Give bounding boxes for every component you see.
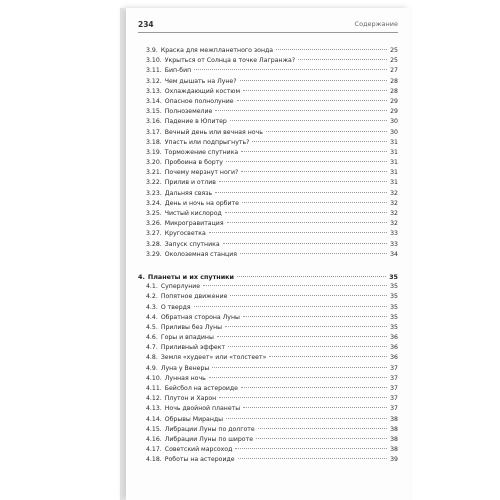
toc-page: 35 bbox=[390, 303, 398, 311]
toc-title: Дальняя связь bbox=[164, 189, 213, 197]
toc-title: Обрывы Миранды bbox=[164, 415, 224, 423]
toc-page: 28 bbox=[390, 87, 398, 95]
toc-number: 4.17. bbox=[146, 446, 162, 454]
toc-page: 30 bbox=[390, 118, 398, 126]
toc-entry bbox=[138, 178, 398, 188]
toc-entry bbox=[138, 303, 398, 313]
toc-title: Торможение спутника bbox=[164, 148, 239, 156]
toc-number: 3.27. bbox=[146, 230, 162, 238]
toc-page: 32 bbox=[390, 220, 398, 228]
toc-title: Приливный эффект bbox=[160, 344, 226, 352]
toc-page: 33 bbox=[390, 240, 398, 248]
toc-title: Упасть или подпрыгнуть? bbox=[164, 138, 250, 146]
toc-title: Планеты и их спутники bbox=[147, 272, 234, 281]
toc-number: 3.29. bbox=[146, 250, 162, 258]
toc-leader bbox=[243, 90, 387, 91]
toc-leader bbox=[241, 171, 387, 172]
toc-title: Горы и впадины bbox=[160, 334, 214, 342]
running-head: Содержание bbox=[354, 20, 398, 28]
toc-entry bbox=[138, 107, 398, 117]
toc-entry bbox=[138, 313, 398, 323]
toc-page: 37 bbox=[390, 385, 398, 392]
toc-title: Запуск спутника bbox=[164, 240, 220, 248]
toc-entry bbox=[138, 77, 398, 87]
toc-page: 38 bbox=[390, 435, 398, 443]
toc-entry bbox=[138, 292, 398, 302]
toc-title: Лунная ночь bbox=[164, 374, 206, 382]
toc-leader bbox=[209, 232, 387, 233]
toc-chapter-heading bbox=[138, 272, 398, 282]
toc-entry bbox=[138, 97, 398, 107]
toc-title: Суперлуние bbox=[160, 283, 201, 291]
toc-number: 4.10. bbox=[146, 374, 162, 382]
toc-title: Ночь двойной планеты bbox=[164, 405, 241, 413]
toc-title: Приливы без Луны bbox=[160, 323, 223, 331]
toc-number: 3.28. bbox=[146, 240, 162, 248]
toc-entry bbox=[138, 374, 398, 384]
toc-leader bbox=[230, 295, 387, 296]
toc-page: 35 bbox=[390, 323, 398, 331]
toc-entry bbox=[138, 46, 398, 56]
toc-entry bbox=[138, 117, 398, 127]
toc-page: 35 bbox=[390, 283, 398, 291]
toc-title: Попятное движение bbox=[160, 293, 228, 301]
toc-page: 27 bbox=[390, 67, 398, 75]
toc-page: 31 bbox=[390, 159, 398, 167]
toc-number: 3.10. bbox=[146, 57, 162, 65]
toc-page: 29 bbox=[390, 108, 398, 116]
toc-leader bbox=[243, 407, 387, 408]
toc-leader bbox=[217, 336, 387, 337]
toc-number: 4.13. bbox=[146, 405, 162, 413]
toc-number: 4.4. bbox=[146, 313, 158, 321]
toc-leader bbox=[203, 285, 387, 286]
toc-number: 4.11. bbox=[146, 385, 162, 392]
toc-leader bbox=[228, 346, 387, 347]
toc-page: 38 bbox=[390, 425, 398, 433]
toc-leader bbox=[219, 181, 387, 182]
toc-entry bbox=[138, 199, 398, 209]
toc-page: 28 bbox=[390, 77, 398, 85]
toc-page: 35 bbox=[390, 293, 398, 301]
toc-entry bbox=[138, 364, 398, 374]
toc-number: 4.7. bbox=[146, 344, 158, 352]
toc-title: О твердя bbox=[160, 303, 191, 311]
toc-entry bbox=[138, 282, 398, 292]
toc-number: 3.25. bbox=[146, 210, 162, 217]
toc-leader bbox=[227, 222, 388, 223]
toc-entry bbox=[138, 435, 398, 445]
toc-page: 25 bbox=[390, 47, 398, 54]
toc-leader bbox=[235, 448, 387, 449]
toc-page: 36 bbox=[390, 354, 398, 362]
toc-entry bbox=[138, 229, 398, 239]
toc-title: Плутон и Харон bbox=[164, 395, 217, 403]
toc-page: 31 bbox=[390, 179, 398, 187]
toc-leader bbox=[219, 397, 387, 398]
toc-entry bbox=[138, 189, 398, 199]
toc-title: Почему мерзнут ноги? bbox=[164, 169, 239, 177]
toc-leader bbox=[230, 120, 387, 121]
toc-page: 37 bbox=[390, 405, 398, 413]
toc-entry bbox=[138, 323, 398, 333]
toc-page: 37 bbox=[390, 395, 398, 403]
toc-page: 37 bbox=[390, 374, 398, 382]
toc-number: 4.16. bbox=[146, 435, 162, 443]
toc-number: 3.9. bbox=[146, 47, 158, 54]
toc-leader bbox=[240, 253, 387, 254]
toc-entry bbox=[138, 333, 398, 343]
toc-page: 31 bbox=[390, 148, 398, 156]
toc-entry bbox=[138, 168, 398, 178]
toc-entry bbox=[138, 425, 398, 435]
toc-leader bbox=[226, 161, 387, 162]
toc-leader bbox=[241, 387, 387, 388]
toc-page: 39 bbox=[390, 456, 398, 464]
toc-leader bbox=[212, 367, 387, 368]
toc-page: 31 bbox=[390, 169, 398, 177]
toc-title: Укрыться от Солнца в точке Лагранжа? bbox=[164, 57, 296, 65]
toc-entry bbox=[138, 404, 398, 414]
toc-title: Роботы на астероиде bbox=[164, 456, 235, 464]
toc-leader bbox=[298, 59, 387, 60]
toc-number: 3.13. bbox=[146, 87, 162, 95]
toc-number: 3.17. bbox=[146, 128, 162, 136]
toc-title: Обратная сторона Луны bbox=[160, 313, 240, 321]
toc-entry bbox=[138, 240, 398, 250]
page-number: 234 bbox=[138, 20, 154, 29]
toc-entry bbox=[138, 219, 398, 229]
toc-page: 36 bbox=[390, 344, 398, 352]
toc-title: Луна у Венеры bbox=[160, 364, 210, 372]
toc-title: Охлаждающий костюм bbox=[164, 87, 241, 95]
toc-title: Бип-бип bbox=[164, 67, 192, 75]
toc-page: 31 bbox=[390, 138, 398, 146]
toc-entry bbox=[138, 87, 398, 97]
toc-entry bbox=[138, 455, 398, 465]
toc-number: 3.11. bbox=[146, 67, 162, 75]
toc-title: Полноземелие bbox=[164, 108, 213, 116]
toc-leader bbox=[269, 356, 387, 357]
toc-title: Пробоина в борту bbox=[164, 159, 223, 167]
toc-leader bbox=[226, 418, 387, 419]
toc-leader bbox=[215, 192, 387, 193]
toc-number: 3.15. bbox=[146, 108, 162, 116]
toc-entry bbox=[138, 158, 398, 168]
toc-title: Чем дышать на Луне? bbox=[164, 77, 237, 85]
toc-leader bbox=[242, 202, 387, 203]
toc-title: Прилив и отлив bbox=[164, 179, 216, 187]
toc-title: День и ночь на орбите bbox=[164, 199, 239, 207]
toc-page: 37 bbox=[390, 364, 398, 372]
toc-number: 4.1. bbox=[146, 283, 158, 291]
toc-title: Опасное полнолуние bbox=[164, 97, 234, 105]
toc-page: 36 bbox=[390, 334, 398, 342]
toc-title: Кругосветка bbox=[164, 230, 206, 238]
toc-leader bbox=[256, 438, 387, 439]
toc-number: 4.3. bbox=[146, 303, 158, 311]
toc-number: 4.9. bbox=[146, 364, 158, 372]
toc-entry bbox=[138, 128, 398, 138]
toc-number: 4.5. bbox=[146, 323, 158, 331]
toc-leader bbox=[225, 212, 387, 213]
toc-leader bbox=[258, 428, 387, 429]
toc-entry bbox=[138, 384, 398, 394]
toc-entry bbox=[138, 138, 398, 148]
toc-number: 3.26. bbox=[146, 220, 162, 228]
toc-leader bbox=[276, 49, 387, 50]
toc-number: 4.14. bbox=[146, 415, 162, 423]
toc-leader bbox=[237, 276, 386, 277]
toc-number: 3.24. bbox=[146, 199, 162, 207]
toc-leader bbox=[225, 326, 387, 327]
toc-number: 3.22. bbox=[146, 179, 162, 187]
toc-title: Чистый кислород bbox=[164, 210, 222, 217]
toc-entry bbox=[138, 209, 398, 219]
toc-entry bbox=[138, 445, 398, 455]
toc-number: 3.23. bbox=[146, 189, 162, 197]
toc-title: Вечный день или вечная ночь bbox=[164, 128, 263, 136]
page-header bbox=[138, 22, 398, 33]
toc-entry bbox=[138, 66, 398, 76]
toc-number: 3.16. bbox=[146, 118, 162, 126]
toc-page: 34 bbox=[390, 250, 398, 258]
toc-number: 4.12. bbox=[146, 395, 162, 403]
toc-title: Либрации Луны по широте bbox=[164, 435, 253, 443]
toc-entry bbox=[138, 148, 398, 158]
toc-leader bbox=[243, 316, 387, 317]
toc-entry bbox=[138, 394, 398, 404]
toc-leader bbox=[240, 80, 388, 81]
toc-page: 35 bbox=[389, 272, 398, 281]
toc-title: Советский марсоход bbox=[164, 446, 233, 454]
toc-number: 3.12. bbox=[146, 77, 162, 85]
toc-leader bbox=[194, 69, 387, 70]
toc-page: 30 bbox=[390, 128, 398, 136]
toc-entry bbox=[138, 415, 398, 425]
toc-title: Падение в Юпитер bbox=[164, 118, 227, 126]
toc-entry bbox=[138, 343, 398, 353]
toc-page: 38 bbox=[390, 446, 398, 454]
toc-entry bbox=[138, 56, 398, 66]
toc-title: Бейсбол на астероиде bbox=[164, 385, 238, 392]
toc-number: 3.19. bbox=[146, 148, 162, 156]
toc-entry bbox=[138, 250, 398, 260]
table-of-contents bbox=[138, 46, 398, 466]
toc-number: 4.8. bbox=[146, 354, 158, 362]
toc-leader bbox=[223, 243, 387, 244]
toc-title: Земля «худеет» или «толстеет» bbox=[160, 354, 267, 362]
toc-number: 3.21. bbox=[146, 169, 162, 177]
toc-title: Микрогравитация bbox=[164, 220, 224, 228]
toc-number: 4.15. bbox=[146, 425, 162, 433]
toc-leader bbox=[252, 141, 387, 142]
toc-title: Либрации Луны по долготе bbox=[164, 425, 255, 433]
toc-number: 3.14. bbox=[146, 97, 162, 105]
toc-number: 4.6. bbox=[146, 334, 158, 342]
toc-page: 29 bbox=[390, 97, 398, 105]
toc-number: 4. bbox=[138, 272, 145, 281]
toc-entry bbox=[138, 353, 398, 363]
toc-leader bbox=[241, 151, 387, 152]
toc-number: 3.20. bbox=[146, 159, 162, 167]
toc-leader bbox=[238, 458, 388, 459]
toc-page: 35 bbox=[390, 313, 398, 321]
toc-page: 32 bbox=[390, 199, 398, 207]
toc-leader bbox=[209, 377, 387, 378]
toc-leader bbox=[215, 110, 387, 111]
toc-title: Околоземная станция bbox=[164, 250, 237, 258]
toc-leader bbox=[266, 131, 387, 132]
toc-title: Краска для межпланетного зонда bbox=[160, 47, 274, 54]
toc-page: 32 bbox=[390, 189, 398, 197]
toc-number: 3.18. bbox=[146, 138, 162, 146]
book-page bbox=[126, 8, 410, 500]
toc-leader bbox=[237, 100, 388, 101]
toc-number: 4.2. bbox=[146, 293, 158, 301]
toc-number: 4.18. bbox=[146, 456, 162, 464]
toc-page: 38 bbox=[390, 415, 398, 423]
toc-page: 25 bbox=[390, 57, 398, 65]
toc-page: 33 bbox=[390, 230, 398, 238]
toc-page: 32 bbox=[390, 210, 398, 217]
toc-leader bbox=[194, 306, 387, 307]
